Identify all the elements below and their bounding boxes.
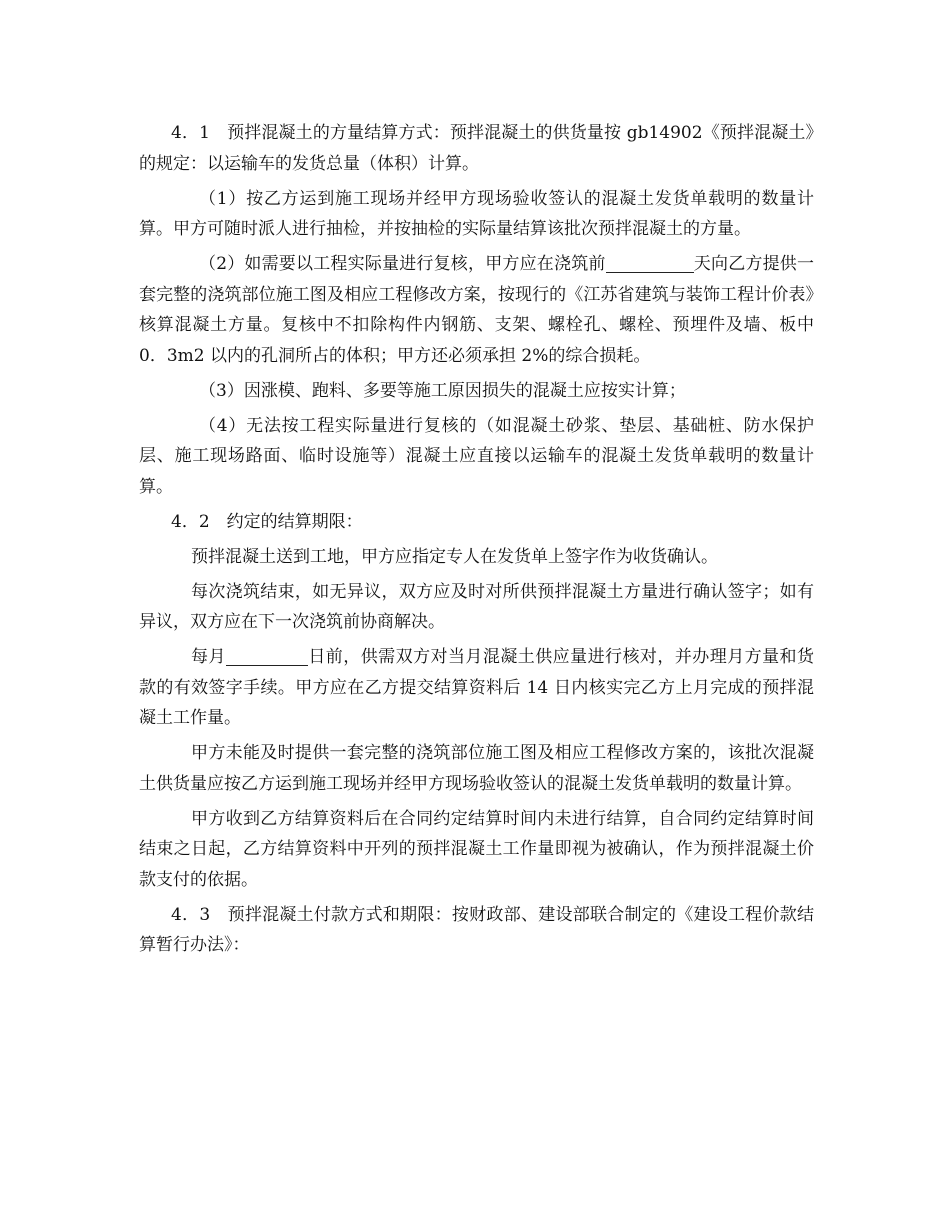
settlement-para-1 bbox=[139, 542, 814, 573]
section-4-2-text: 4．2 约定的结算期限： bbox=[171, 511, 363, 532]
settlement-para-3-text-b: 日前，供需双方对当月混凝土供应量进行核对，并办理月方量和货款的有效签字手续。甲方应在乙方提交结算资料后 14 日内核实完乙方上月完成的预拌混凝土工作量。 bbox=[139, 647, 815, 728]
date-blank-field bbox=[226, 645, 308, 666]
settlement-para-4 bbox=[139, 738, 814, 799]
document-body bbox=[139, 118, 814, 965]
settlement-para-1-text: 预拌混凝土送到工地，甲方应指定专人在发货单上签字作为收货确认。 bbox=[191, 546, 718, 567]
clause-4 bbox=[139, 411, 814, 503]
clause-3 bbox=[139, 376, 814, 407]
days-blank-field bbox=[606, 252, 694, 273]
section-4-3-heading bbox=[139, 900, 814, 961]
settlement-para-3-text-a: 每月 bbox=[191, 647, 226, 667]
section-4-1-text: 4．1 预拌混凝土的方量结算方式：预拌混凝土的供货量按 gb14902《预拌混凝土》的规定：以运输车的发货总量（体积）计算。 bbox=[139, 123, 814, 174]
clause-2 bbox=[139, 249, 814, 371]
clause-2-text-a: （2）如需要以工程实际量进行复核，甲方应在浇筑前 bbox=[199, 254, 606, 274]
settlement-para-2-text: 每次浇筑结束，如无异议，双方应及时对所供预拌混凝土方量进行确认签字；如有异议，双方应在下一次浇筑前协商解决。 bbox=[139, 581, 814, 632]
settlement-para-5-text: 甲方收到乙方结算资料后在合同约定结算时间内未进行结算，自合同约定结算时间结束之日起，乙方结算资料中开列的预拌混凝土工作量即视为被确认，作为预拌混凝土价款支付的依据。 bbox=[139, 808, 814, 890]
clause-4-text: （4）无法按工程实际量进行复核的（如混凝土砂浆、垫层、基础桩、防水保护层、施工现场路面、临时设施等）混凝土应直接以运输车的混凝土发货单载明的数量计算。 bbox=[139, 415, 814, 497]
section-4-1-heading bbox=[139, 118, 814, 179]
settlement-para-3 bbox=[139, 642, 814, 734]
clause-1-text: （1）按乙方运到施工现场并经甲方现场验收签认的混凝土发货单载明的数量计算。甲方可随时派人进行抽检，并按抽检的实际量结算该批次预拌混凝土的方量。 bbox=[139, 188, 814, 239]
clause-2-text-b: 天向乙方提供一套完整的浇筑部位施工图及相应工程修改方案，按现行的《江苏省建筑与装饰工程计价表》核算混凝土方量。复核中不扣除构件内钢筋、支架、螺栓孔、螺栓、预埋件及墙、板中 0．3m2 以内的孔洞所占的体积；甲方还必须承担 2%的综合损耗。 bbox=[139, 254, 814, 366]
settlement-para-2 bbox=[139, 577, 814, 638]
clause-3-text: （3）因涨模、跑料、多要等施工原因损失的混凝土应按实计算； bbox=[199, 380, 686, 401]
settlement-para-4-text: 甲方未能及时提供一套完整的浇筑部位施工图及相应工程修改方案的，该批次混凝土供货量应按乙方运到施工现场并经甲方现场验收签认的混凝土发货单载明的数量计算。 bbox=[139, 743, 814, 794]
settlement-para-5 bbox=[139, 804, 814, 896]
section-4-2-heading bbox=[139, 507, 814, 538]
section-4-3-text: 4．3 预拌混凝土付款方式和期限：按财政部、建设部联合制定的《建设工程价款结算暂行办法》： bbox=[139, 904, 814, 955]
clause-1 bbox=[139, 184, 814, 245]
